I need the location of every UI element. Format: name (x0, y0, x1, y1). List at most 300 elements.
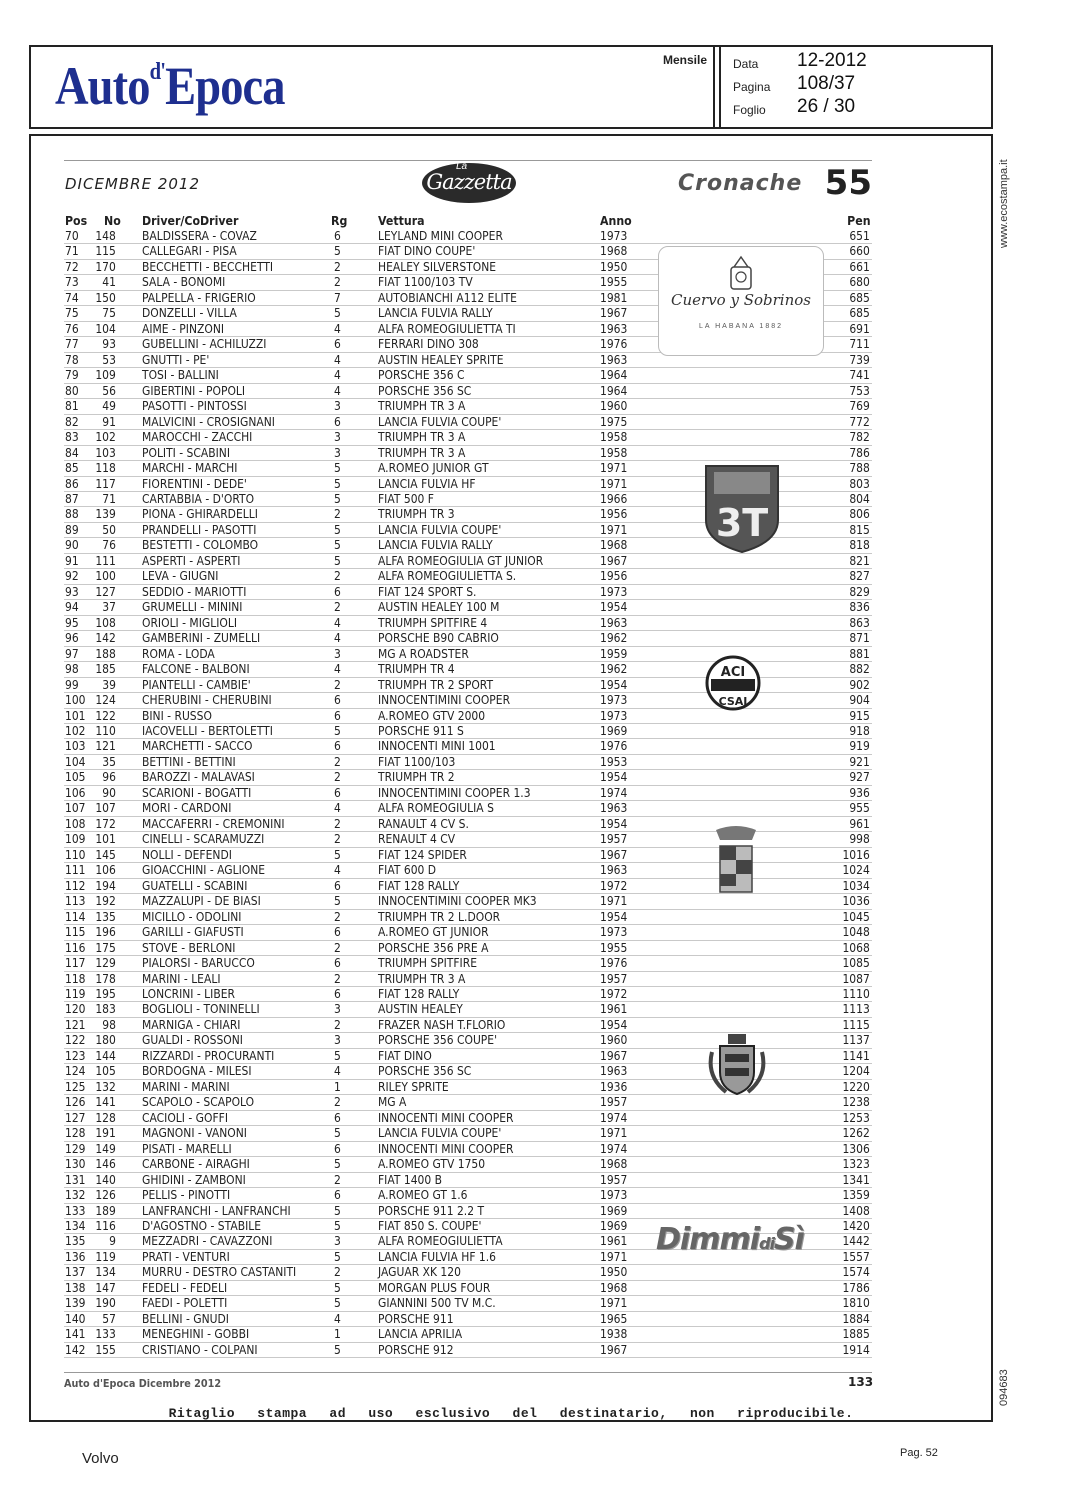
row-no: 76 (102, 537, 116, 553)
table-row (64, 925, 872, 940)
row-no: 141 (95, 1094, 116, 1110)
col-header-year: Anno (600, 213, 632, 228)
row-pos: 76 (65, 320, 79, 336)
foglio-label: Foglio (733, 103, 766, 117)
row-rg: 2 (334, 1094, 341, 1110)
row-no: 135 (95, 908, 116, 924)
row-driver: CHERUBINI - CHERUBINI (142, 692, 272, 708)
table-row (64, 1002, 872, 1017)
row-driver: GIOACCHINI - AGLIONE (142, 862, 266, 878)
foglio-value: 26 / 30 (797, 96, 856, 117)
row-car: FIAT DINO (378, 1047, 432, 1063)
row-year: 1957 (600, 970, 628, 986)
row-year: 1974 (600, 784, 628, 800)
row-pen: 936 (849, 784, 870, 800)
issue-date: DICEMBRE 2012 (65, 175, 200, 193)
row-rg: 4 (334, 1310, 341, 1326)
row-pos: 100 (65, 692, 86, 708)
row-pen: 680 (849, 274, 870, 290)
row-rg: 5 (334, 1248, 341, 1264)
row-pos: 127 (65, 1109, 86, 1125)
row-year: 1963 (600, 1063, 628, 1079)
row-car: AUSTIN HEALEY 100 M (378, 599, 500, 615)
row-car: A.ROMEO GTV 2000 (378, 707, 486, 723)
table-row (64, 1327, 872, 1342)
row-pos: 82 (65, 413, 79, 429)
row-rg: 4 (334, 367, 341, 383)
table-row (64, 569, 872, 584)
row-no: 53 (102, 351, 116, 367)
row-driver: GUALDI - ROSSONI (142, 1032, 243, 1048)
row-driver: SEDDIO - MARIOTTI (142, 583, 247, 599)
row-car: ALFA ROMEOGIULIETTA (378, 1233, 503, 1249)
row-rg: 2 (334, 568, 341, 584)
gazzetta-prefix: La (456, 161, 468, 172)
row-pos: 77 (65, 336, 79, 352)
row-pen: 921 (849, 753, 870, 769)
row-driver: GIBERTINI - POPOLI (142, 382, 246, 398)
row-pos: 87 (65, 490, 79, 506)
col-header-driver: Driver/CoDriver (142, 213, 239, 228)
gazzetta-label: Gazzetta (426, 170, 512, 194)
row-driver: AIME - PINZONI (142, 320, 225, 336)
row-pos: 121 (65, 1016, 86, 1032)
row-driver: CACIOLI - GOFFI (142, 1109, 229, 1125)
row-no: 90 (102, 784, 116, 800)
row-pen: 1408 (842, 1202, 870, 1218)
row-driver: PELLIS - PINOTTI (142, 1187, 231, 1203)
row-pen: 788 (849, 460, 870, 476)
row-car: FIAT 124 SPIDER (378, 846, 467, 862)
row-driver: LANFRANCHI - LANFRANCHI (142, 1202, 291, 1218)
row-pen: 1810 (842, 1295, 870, 1311)
table-row (64, 801, 872, 816)
row-rg: 4 (334, 630, 341, 646)
row-car: HEALEY SILVERSTONE (378, 258, 497, 274)
row-car: LANCIA FULVIA HF 1.6 (378, 1248, 497, 1264)
row-year: 1962 (600, 630, 628, 646)
row-rg: 5 (334, 552, 341, 568)
row-no: 56 (102, 382, 116, 398)
row-pen: 741 (849, 367, 870, 383)
row-pen: 1204 (842, 1063, 870, 1079)
row-pen: 1420 (842, 1218, 870, 1233)
shield-label: 3T (715, 501, 769, 545)
row-pen: 1024 (842, 862, 870, 878)
row-driver: PALPELLA - FRIGERIO (142, 289, 256, 305)
row-driver: FIORENTINI - DEDE' (142, 475, 247, 491)
row-pen: 1068 (842, 939, 870, 955)
row-pos: 117 (65, 955, 86, 971)
row-driver: SCARIONI - BOGATTI (142, 784, 252, 800)
row-pen: 836 (849, 599, 870, 615)
row-pen: 1115 (842, 1016, 870, 1032)
row-pos: 141 (65, 1326, 86, 1342)
row-rg: 6 (334, 1187, 341, 1203)
magazine-footer-name: Auto d'Epoca Dicembre 2012 (64, 1377, 222, 1390)
row-driver: PIONA - GHIRARDELLI (142, 506, 258, 522)
row-car: AUSTIN HEALEY (378, 1001, 463, 1017)
row-pos: 113 (65, 893, 86, 909)
row-year: 1950 (600, 1264, 628, 1280)
row-year: 1967 (600, 552, 628, 568)
row-car: TRIUMPH TR 3 A (378, 398, 466, 414)
row-pen: 1885 (842, 1326, 870, 1342)
row-rg: 1 (334, 1326, 341, 1342)
row-car: INNOCENTIMINI COOPER (378, 692, 511, 708)
row-car: PORSCHE 912 (378, 1341, 454, 1357)
row-rg: 2 (334, 815, 341, 831)
row-year: 1958 (600, 444, 628, 460)
row-pos: 74 (65, 289, 79, 305)
row-pen: 919 (849, 738, 870, 754)
row-car: INNOCENTIMINI COOPER MK3 (378, 893, 537, 909)
row-pen: 1306 (842, 1140, 870, 1156)
row-no: 146 (95, 1156, 116, 1172)
cuervo-crest-icon (727, 253, 755, 293)
row-driver: CRISTIANO - COLPANI (142, 1341, 258, 1357)
row-rg: 6 (334, 877, 341, 893)
row-rg: 2 (334, 506, 341, 522)
row-car: GIANNINI 500 TV M.C. (378, 1295, 496, 1311)
row-pos: 94 (65, 599, 79, 615)
row-pen: 660 (849, 243, 870, 259)
pagina-value: 108/37 (797, 73, 856, 94)
row-no: 119 (95, 1248, 116, 1264)
metadata-box (719, 47, 991, 127)
row-rg: 6 (334, 413, 341, 429)
row-pos: 73 (65, 274, 79, 290)
row-pos: 124 (65, 1063, 86, 1079)
row-driver: ORIOLI - MIGLIOLI (142, 614, 238, 630)
row-pos: 128 (65, 1125, 86, 1141)
row-rg: 5 (334, 1295, 341, 1311)
row-car: A.ROMEO GT 1.6 (378, 1187, 468, 1203)
row-rg: 6 (334, 336, 341, 352)
row-driver: RIZZARDI - PROCURANTI (142, 1047, 275, 1063)
magazine-page-number: 55 (824, 163, 872, 203)
row-pos: 86 (65, 475, 79, 491)
row-year: 1954 (600, 676, 628, 692)
header-frame (29, 45, 993, 129)
row-driver: CALLEGARI - PISA (142, 243, 237, 259)
row-pos: 89 (65, 521, 79, 537)
row-pos: 111 (65, 862, 86, 878)
row-car: LANCIA FULVIA COUPE' (378, 1125, 502, 1141)
row-no: 192 (95, 893, 116, 909)
row-rg: 4 (334, 862, 341, 878)
row-car: TRIUMPH SPITFIRE 4 (378, 614, 488, 630)
row-car: PORSCHE B90 CABRIO (378, 630, 499, 646)
row-rg: 6 (334, 692, 341, 708)
row-car: FIAT 500 F (378, 490, 434, 506)
row-pos: 91 (65, 552, 79, 568)
row-rg: 2 (334, 753, 341, 769)
row-pos: 95 (65, 614, 79, 630)
row-year: 1957 (600, 1171, 628, 1187)
row-rg: 2 (334, 258, 341, 274)
row-no: 180 (95, 1032, 116, 1048)
row-pos: 126 (65, 1094, 86, 1110)
row-year: 1961 (600, 1001, 628, 1017)
row-rg: 6 (334, 738, 341, 754)
row-pen: 1914 (842, 1341, 870, 1357)
row-year: 1968 (600, 1156, 628, 1172)
row-car: RANAULT 4 CV S. (378, 815, 469, 831)
csai-label: CSAI (718, 695, 748, 708)
row-no: 111 (95, 552, 116, 568)
row-no: 140 (95, 1171, 116, 1187)
row-rg: 4 (334, 1063, 341, 1079)
row-pos: 78 (65, 351, 79, 367)
row-pen: 661 (849, 258, 870, 274)
table-row (64, 1126, 872, 1141)
row-pos: 130 (65, 1156, 86, 1172)
row-car: TRIUMPH SPITFIRE (378, 955, 477, 971)
row-pen: 1442 (842, 1233, 870, 1249)
table-row (64, 1312, 872, 1327)
row-rg: 6 (334, 228, 341, 243)
row-rg: 2 (334, 970, 341, 986)
masthead-box (31, 47, 715, 127)
row-pos: 83 (65, 429, 79, 445)
row-no: 71 (102, 490, 116, 506)
row-no: 195 (95, 985, 116, 1001)
row-no: 147 (95, 1279, 116, 1295)
row-rg: 2 (334, 939, 341, 955)
row-no: 183 (95, 1001, 116, 1017)
row-pos: 98 (65, 661, 79, 677)
table-row (64, 399, 872, 414)
row-pen: 1220 (842, 1078, 870, 1094)
row-rg: 4 (334, 614, 341, 630)
row-rg: 6 (334, 955, 341, 971)
row-driver: BECCHETTI - BECCHETTI (142, 258, 274, 274)
row-no: 129 (95, 955, 116, 971)
table-row (64, 755, 872, 770)
table-row (64, 616, 872, 631)
row-year: 1968 (600, 243, 628, 259)
table-row (64, 1296, 872, 1311)
row-driver: MAGNONI - VANONI (142, 1125, 247, 1141)
row-driver: MARCHI - MARCHI (142, 460, 238, 476)
row-car: FIAT 850 S. COUPE' (378, 1218, 482, 1233)
row-car: ALFA ROMEOGIULIETTA S. (378, 568, 517, 584)
col-header-car: Vettura (378, 213, 425, 228)
row-car: JAGUAR XK 120 (378, 1264, 461, 1280)
row-pos: 135 (65, 1233, 86, 1249)
row-pos: 120 (65, 1001, 86, 1017)
row-car: PORSCHE 911 2.2 T (378, 1202, 485, 1218)
row-year: 1971 (600, 521, 628, 537)
table-row (64, 631, 872, 646)
row-driver: BAROZZI - MALAVASI (142, 769, 255, 785)
row-pos: 109 (65, 831, 86, 847)
row-no: 103 (95, 444, 116, 460)
row-car: PORSCHE 356 SC (378, 1063, 472, 1079)
table-row (64, 1142, 872, 1157)
town-crest-icon (708, 826, 764, 903)
col-header-pen: Pen (847, 213, 871, 228)
row-year: 1967 (600, 846, 628, 862)
row-pos: 88 (65, 506, 79, 522)
row-pen: 881 (849, 645, 870, 661)
row-rg: 3 (334, 1001, 341, 1017)
row-no: 9 (109, 1233, 116, 1249)
row-pen: 1141 (842, 1047, 870, 1063)
row-no: 172 (95, 815, 116, 831)
row-pos: 125 (65, 1078, 86, 1094)
table-row (64, 972, 872, 987)
row-rg: 5 (334, 537, 341, 553)
row-driver: SCAPOLO - SCAPOLO (142, 1094, 255, 1110)
row-pos: 92 (65, 568, 79, 584)
row-year: 1969 (600, 723, 628, 738)
row-driver: GUBELLINI - ACHILUZZI (142, 336, 267, 352)
row-year: 1969 (600, 1202, 628, 1218)
row-pen: 711 (849, 336, 870, 352)
row-no: 121 (95, 738, 116, 754)
pagina-label: Pagina (733, 80, 771, 94)
row-pos: 108 (65, 815, 86, 831)
row-pen: 1113 (842, 1001, 870, 1017)
row-no: 144 (95, 1047, 116, 1063)
row-car: LANCIA APRILIA (378, 1326, 463, 1342)
row-rg: 5 (334, 1279, 341, 1295)
row-year: 1953 (600, 753, 628, 769)
row-pos: 142 (65, 1341, 86, 1357)
row-no: 41 (102, 274, 116, 290)
row-year: 1955 (600, 939, 628, 955)
row-car: INNOCENTIMINI COOPER 1.3 (378, 784, 531, 800)
row-year: 1976 (600, 336, 628, 352)
row-pen: 918 (849, 723, 870, 738)
row-driver: GNUTTI - PE' (142, 351, 210, 367)
row-year: 1959 (600, 645, 628, 661)
row-rg: 4 (334, 351, 341, 367)
row-year: 1971 (600, 893, 628, 909)
row-year: 1960 (600, 398, 628, 414)
row-pos: 138 (65, 1279, 86, 1295)
row-year: 1973 (600, 924, 628, 940)
row-pos: 101 (65, 707, 86, 723)
row-pen: 927 (849, 769, 870, 785)
row-no: 196 (95, 924, 116, 940)
row-car: A.ROMEO JUNIOR GT (378, 460, 489, 476)
row-car: TRIUMPH TR 3 A (378, 444, 466, 460)
row-no: 117 (95, 475, 116, 491)
row-rg: 3 (334, 1233, 341, 1249)
row-pen: 772 (849, 413, 870, 429)
footer-rule (64, 1372, 872, 1373)
table-row (64, 1188, 872, 1203)
row-pen: 961 (849, 815, 870, 831)
row-car: TRIUMPH TR 3 (378, 506, 455, 522)
row-no: 178 (95, 970, 116, 986)
row-pos: 131 (65, 1171, 86, 1187)
row-no: 106 (95, 862, 116, 878)
row-driver: MARCHETTI - SACCO (142, 738, 253, 754)
row-rg: 5 (334, 893, 341, 909)
row-rg: 6 (334, 583, 341, 599)
row-pen: 827 (849, 568, 870, 584)
row-rg: 4 (334, 661, 341, 677)
row-driver: MALVICINI - CROSIGNANI (142, 413, 275, 429)
row-pen: 1341 (842, 1171, 870, 1187)
row-no: 102 (95, 429, 116, 445)
row-pen: 998 (849, 831, 870, 847)
row-no: 139 (95, 506, 116, 522)
row-pen: 685 (849, 289, 870, 305)
row-year: 1971 (600, 475, 628, 491)
row-pos: 84 (65, 444, 79, 460)
3t-shield-logo (704, 462, 780, 559)
row-year: 1963 (600, 320, 628, 336)
row-rg: 5 (334, 1341, 341, 1357)
row-no: 170 (95, 258, 116, 274)
row-rg: 3 (334, 444, 341, 460)
row-no: 39 (102, 676, 116, 692)
cuervo-subtitle: LA HABANA 1882 (698, 323, 784, 330)
row-pen: 806 (849, 506, 870, 522)
row-car: MG A (378, 1094, 407, 1110)
row-pos: 132 (65, 1187, 86, 1203)
press-clipping-disclaimer: Ritaglio stampa ad uso esclusivo del destinatario, non riproducibile. (168, 1406, 854, 1421)
row-driver: MICILLO - ODOLINI (142, 908, 242, 924)
row-year: 1971 (600, 1125, 628, 1141)
row-no: 98 (102, 1016, 116, 1032)
row-year: 1964 (600, 367, 628, 383)
row-pen: 1036 (842, 893, 870, 909)
row-no: 105 (95, 1063, 116, 1079)
row-year: 1963 (600, 800, 628, 816)
row-car: ALFA ROMEOGIULIETTA TI (378, 320, 516, 336)
row-car: LANCIA FULVIA HF (378, 475, 476, 491)
row-rg: 6 (334, 1140, 341, 1156)
row-pen: 786 (849, 444, 870, 460)
row-pen: 1110 (842, 985, 870, 1001)
row-car: LANCIA FULVIA RALLY (378, 305, 493, 321)
row-driver: LONCRINI - LIBER (142, 985, 235, 1001)
row-car: TRIUMPH TR 2 SPORT (378, 676, 494, 692)
row-pen: 1034 (842, 877, 870, 893)
row-year: 1954 (600, 1016, 628, 1032)
row-driver: MARINI - LEALI (142, 970, 221, 986)
row-year: 1957 (600, 831, 628, 847)
row-driver: PRANDELLI - PASOTTI (142, 521, 257, 537)
row-year: 1971 (600, 1248, 628, 1264)
magazine-footer-page: 133 (848, 1375, 874, 1389)
row-year: 1957 (600, 1094, 628, 1110)
row-pos: 79 (65, 367, 79, 383)
row-pos: 122 (65, 1032, 86, 1048)
row-driver: MEZZADRI - CAVAZZONI (142, 1233, 273, 1249)
row-car: FIAT DINO COUPE' (378, 243, 476, 259)
row-pos: 139 (65, 1295, 86, 1311)
row-driver: MURRU - DESTRO CASTANITI (142, 1264, 297, 1280)
row-no: 150 (95, 289, 116, 305)
row-pen: 803 (849, 475, 870, 491)
row-car: INNOCENTI MINI 1001 (378, 738, 496, 754)
magazine-logo: Auto$^{d'}$Epoca (55, 56, 285, 116)
row-driver: IACOVELLI - BERTOLETTI (142, 723, 273, 738)
row-pen: 685 (849, 305, 870, 321)
cuervo-logo (658, 246, 824, 356)
row-car: AUTOBIANCHI A112 ELITE (378, 289, 517, 305)
row-driver: POLITI - SCABINI (142, 444, 231, 460)
row-rg: 6 (334, 985, 341, 1001)
row-pos: 72 (65, 258, 79, 274)
